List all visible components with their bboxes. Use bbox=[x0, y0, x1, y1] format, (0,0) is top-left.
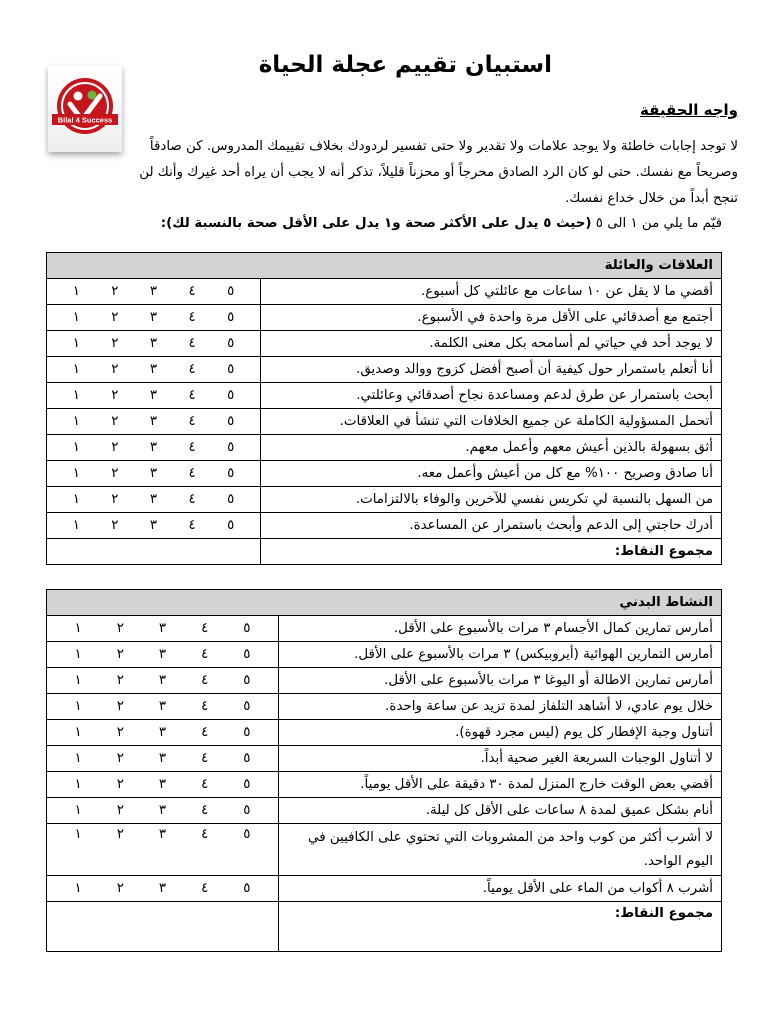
rating-option-4[interactable]: ٤ bbox=[201, 881, 209, 896]
total-value-field[interactable] bbox=[47, 539, 261, 565]
rating-option-2[interactable]: ٢ bbox=[111, 336, 119, 351]
rating-option-1[interactable]: ١ bbox=[74, 827, 82, 842]
table-row bbox=[47, 694, 722, 720]
rating-option-5[interactable]: ٥ bbox=[227, 414, 235, 429]
rating-option-4[interactable]: ٤ bbox=[201, 725, 209, 740]
section-header-row bbox=[47, 253, 722, 279]
rating-option-5[interactable]: ٥ bbox=[243, 751, 251, 766]
physical-activity-table bbox=[46, 589, 722, 952]
instruction-prefix: قيّم ما يلي من ١ الى ٥ bbox=[595, 216, 722, 231]
rating-option-3[interactable]: ٣ bbox=[149, 518, 158, 533]
rating-option-3[interactable]: ٣ bbox=[158, 777, 167, 792]
total-label: مجموع النقاط: bbox=[261, 539, 722, 565]
table-row bbox=[47, 435, 722, 461]
instruction-text bbox=[161, 216, 722, 231]
rating-option-5[interactable]: ٥ bbox=[243, 803, 251, 818]
statement-text: أمارس تمارين كمال الأجسام ٣ مرات بالأسبوع على الأقل. bbox=[279, 616, 722, 642]
rating-option-1[interactable]: ١ bbox=[74, 881, 82, 896]
rating-option-3[interactable]: ٣ bbox=[149, 414, 158, 429]
statement-text: أقضي ما لا يقل عن ١٠ ساعات مع عائلتي كل أسبوع. bbox=[261, 279, 722, 305]
rating-scale[interactable] bbox=[47, 383, 261, 409]
rating-scale[interactable] bbox=[47, 798, 279, 824]
section-title: النشاط البدني bbox=[47, 590, 722, 616]
rating-option-4[interactable]: ٤ bbox=[188, 466, 196, 481]
total-label: مجموع النقاط: bbox=[279, 902, 722, 952]
rating-option-2[interactable]: ٢ bbox=[111, 492, 119, 507]
table-row bbox=[47, 487, 722, 513]
rating-option-5[interactable]: ٥ bbox=[243, 881, 251, 896]
rating-option-1[interactable]: ١ bbox=[72, 310, 80, 325]
statement-text: أنا أتعلم باستمرار حول كيفية أن أصبح أفضل كزوج ووالد وصديق. bbox=[261, 357, 722, 383]
rating-option-1[interactable]: ١ bbox=[72, 466, 80, 481]
statement-text: خلال يوم عادي، لا أشاهد التلفاز لمدة تزيد عن ساعة واحدة. bbox=[279, 694, 722, 720]
rating-option-1[interactable]: ١ bbox=[72, 336, 80, 351]
rating-scale[interactable] bbox=[47, 357, 261, 383]
statement-text: لا أشرب أكثر من كوب واحد من المشروبات التي تحتوي على الكافيين في اليوم الواحد. bbox=[279, 824, 722, 876]
statement-text: أثق بسهولة بالذين أعيش معهم وأعمل معهم. bbox=[261, 435, 722, 461]
rating-scale[interactable] bbox=[47, 513, 261, 539]
rating-scale[interactable] bbox=[47, 279, 261, 305]
rating-option-3[interactable]: ٣ bbox=[158, 699, 167, 714]
intro-paragraph: لا توجد إجابات خاطئة ولا يوجد علامات ولا تقدير ولا حتى تفسير لردودك بخلاف تقييمك المدروس. كن صادقاً وصريحاً مع نفسك. حتى لو كان الرد الصادق محرجاً أو محزناً قليلاً، تذكر أنه لا يجب أن يراه أحد غيرك وأنك لن تنجح أبداً من خلال خداع نفسك. bbox=[139, 139, 738, 206]
total-row bbox=[47, 902, 722, 952]
table-row bbox=[47, 746, 722, 772]
rating-option-5[interactable]: ٥ bbox=[227, 310, 235, 325]
rating-option-1[interactable]: ١ bbox=[72, 518, 80, 533]
rating-option-3[interactable]: ٣ bbox=[158, 751, 167, 766]
rating-option-2[interactable]: ٢ bbox=[111, 388, 119, 403]
rating-scale[interactable] bbox=[47, 487, 261, 513]
rating-option-3[interactable]: ٣ bbox=[158, 621, 167, 636]
table-row bbox=[47, 772, 722, 798]
rating-option-4[interactable]: ٤ bbox=[188, 336, 196, 351]
rating-scale[interactable] bbox=[47, 616, 279, 642]
statement-text: أقضي بعض الوقت خارج المنزل لمدة ٣٠ دقيقة على الأقل يومياً. bbox=[279, 772, 722, 798]
table-row bbox=[47, 876, 722, 902]
table-row bbox=[47, 824, 722, 876]
rating-scale[interactable] bbox=[47, 435, 261, 461]
rating-option-2[interactable]: ٢ bbox=[111, 466, 119, 481]
logo bbox=[48, 66, 122, 152]
rating-scale[interactable] bbox=[47, 746, 279, 772]
rating-option-5[interactable]: ٥ bbox=[243, 647, 251, 662]
rating-option-4[interactable]: ٤ bbox=[188, 440, 196, 455]
rating-option-3[interactable]: ٣ bbox=[149, 440, 158, 455]
rating-option-2[interactable]: ٢ bbox=[111, 518, 119, 533]
table-row bbox=[47, 357, 722, 383]
rating-option-4[interactable]: ٤ bbox=[201, 621, 209, 636]
table-row bbox=[47, 331, 722, 357]
table-row bbox=[47, 720, 722, 746]
rating-option-4[interactable]: ٤ bbox=[201, 673, 209, 688]
rating-scale[interactable] bbox=[47, 642, 279, 668]
rating-scale[interactable] bbox=[47, 331, 261, 357]
rating-option-1[interactable]: ١ bbox=[72, 440, 80, 455]
rating-scale[interactable] bbox=[47, 668, 279, 694]
rating-option-3[interactable]: ٣ bbox=[149, 466, 158, 481]
rating-option-3[interactable]: ٣ bbox=[158, 725, 167, 740]
rating-option-2[interactable]: ٢ bbox=[116, 751, 124, 766]
rating-scale[interactable] bbox=[47, 305, 261, 331]
rating-option-2[interactable]: ٢ bbox=[111, 310, 119, 325]
rating-scale[interactable] bbox=[47, 772, 279, 798]
rating-option-1[interactable]: ١ bbox=[74, 777, 82, 792]
rating-scale[interactable] bbox=[47, 694, 279, 720]
table-row bbox=[47, 279, 722, 305]
rating-option-5[interactable]: ٥ bbox=[227, 466, 235, 481]
relationships-table bbox=[46, 252, 722, 565]
total-value-field[interactable] bbox=[47, 902, 279, 952]
rating-option-4[interactable]: ٤ bbox=[188, 414, 196, 429]
table-row bbox=[47, 383, 722, 409]
table-row bbox=[47, 798, 722, 824]
rating-option-1[interactable]: ١ bbox=[72, 492, 80, 507]
rating-option-1[interactable]: ١ bbox=[72, 414, 80, 429]
rating-option-4[interactable]: ٤ bbox=[188, 388, 196, 403]
rating-option-3[interactable]: ٣ bbox=[158, 881, 167, 896]
rating-option-5[interactable]: ٥ bbox=[227, 284, 235, 299]
rating-option-3[interactable]: ٣ bbox=[149, 492, 158, 507]
page-title: استبيان تقييم عجلة الحياة bbox=[258, 52, 552, 78]
logo-text: Bilal 4 Success bbox=[57, 115, 113, 125]
rating-option-5[interactable]: ٥ bbox=[227, 518, 235, 533]
rating-option-3[interactable]: ٣ bbox=[158, 647, 167, 662]
rating-option-4[interactable]: ٤ bbox=[201, 699, 209, 714]
section-header-row bbox=[47, 590, 722, 616]
statement-text: من السهل بالنسبة لي تكريس نفسي للآخرين والوفاء بالالتزامات. bbox=[261, 487, 722, 513]
statement-text: أمارس التمارين الهوائية (أيروبيكس) ٣ مرات بالأسبوع على الأقل. bbox=[279, 642, 722, 668]
rating-option-4[interactable]: ٤ bbox=[188, 284, 196, 299]
rating-option-3[interactable]: ٣ bbox=[149, 284, 158, 299]
rating-option-1[interactable]: ١ bbox=[74, 621, 82, 636]
rating-option-5[interactable]: ٥ bbox=[243, 725, 251, 740]
rating-scale[interactable] bbox=[47, 824, 279, 876]
rating-option-2[interactable]: ٢ bbox=[111, 284, 119, 299]
statement-text: أشرب ٨ أكواب من الماء على الأقل يومياً. bbox=[279, 876, 722, 902]
rating-option-2[interactable]: ٢ bbox=[111, 414, 119, 429]
rating-option-1[interactable]: ١ bbox=[74, 699, 82, 714]
rating-option-5[interactable]: ٥ bbox=[243, 699, 251, 714]
total-row bbox=[47, 539, 722, 565]
rating-option-2[interactable]: ٢ bbox=[116, 699, 124, 714]
rating-option-1[interactable]: ١ bbox=[74, 751, 82, 766]
rating-option-3[interactable]: ٣ bbox=[158, 827, 167, 842]
table-row bbox=[47, 305, 722, 331]
rating-option-4[interactable]: ٤ bbox=[201, 751, 209, 766]
rating-option-1[interactable]: ١ bbox=[72, 388, 80, 403]
rating-option-2[interactable]: ٢ bbox=[116, 777, 124, 792]
rating-scale[interactable] bbox=[47, 409, 261, 435]
rating-option-5[interactable]: ٥ bbox=[227, 336, 235, 351]
section-subtitle: واجه الحقيقة bbox=[640, 101, 738, 119]
rating-option-4[interactable]: ٤ bbox=[201, 827, 209, 842]
table-row bbox=[47, 461, 722, 487]
rating-option-1[interactable]: ١ bbox=[74, 673, 82, 688]
rating-option-1[interactable]: ١ bbox=[74, 647, 82, 662]
rating-option-3[interactable]: ٣ bbox=[149, 388, 158, 403]
statement-text: أتحمل المسؤولية الكاملة عن جميع الخلافات التي تنشأ في العلاقات. bbox=[261, 409, 722, 435]
rating-option-5[interactable]: ٥ bbox=[227, 492, 235, 507]
rating-option-5[interactable]: ٥ bbox=[227, 440, 235, 455]
logo-emblem-icon bbox=[48, 66, 122, 152]
statement-text: أجتمع مع أصدقائي على الأقل مرة واحدة في الأسبوع. bbox=[261, 305, 722, 331]
rating-option-2[interactable]: ٢ bbox=[116, 725, 124, 740]
table-row bbox=[47, 513, 722, 539]
rating-option-4[interactable]: ٤ bbox=[188, 492, 196, 507]
rating-option-2[interactable]: ٢ bbox=[116, 881, 124, 896]
rating-option-2[interactable]: ٢ bbox=[116, 647, 124, 662]
rating-option-3[interactable]: ٣ bbox=[158, 803, 167, 818]
rating-option-2[interactable]: ٢ bbox=[116, 673, 124, 688]
rating-option-5[interactable]: ٥ bbox=[243, 673, 251, 688]
rating-option-4[interactable]: ٤ bbox=[201, 803, 209, 818]
rating-option-3[interactable]: ٣ bbox=[149, 310, 158, 325]
rating-option-3[interactable]: ٣ bbox=[158, 673, 167, 688]
rating-option-5[interactable]: ٥ bbox=[243, 777, 251, 792]
rating-option-1[interactable]: ١ bbox=[74, 725, 82, 740]
statement-text: أنا صادق وصريح ١٠٠% مع كل من أعيش وأعمل معه. bbox=[261, 461, 722, 487]
rating-option-5[interactable]: ٥ bbox=[227, 362, 235, 377]
rating-option-4[interactable]: ٤ bbox=[201, 777, 209, 792]
statement-text: أدرك حاجتي إلى الدعم وأبحث باستمرار عن المساعدة. bbox=[261, 513, 722, 539]
rating-option-5[interactable]: ٥ bbox=[243, 621, 251, 636]
rating-scale[interactable] bbox=[47, 461, 261, 487]
rating-option-5[interactable]: ٥ bbox=[243, 827, 251, 842]
table-row bbox=[47, 616, 722, 642]
rating-option-4[interactable]: ٤ bbox=[188, 362, 196, 377]
rating-option-4[interactable]: ٤ bbox=[188, 518, 196, 533]
section-title: العلاقات والعائلة bbox=[47, 253, 722, 279]
statement-text: أمارس تمارين الاطالة أو اليوغا ٣ مرات بالأسبوع على الأقل. bbox=[279, 668, 722, 694]
rating-option-4[interactable]: ٤ bbox=[188, 310, 196, 325]
statement-text: أنام بشكل عميق لمدة ٨ ساعات على الأقل كل ليلة. bbox=[279, 798, 722, 824]
instruction-bold: (حيث ٥ يدل على الأكثر صحة و١ يدل على الأقل صحة بالنسبة لك): bbox=[160, 216, 592, 231]
table-row bbox=[47, 668, 722, 694]
statement-text: أبحث باستمرار عن طرق لدعم ومساعدة نجاح أصدقائي وعائلتي. bbox=[261, 383, 722, 409]
rating-option-1[interactable]: ١ bbox=[72, 284, 80, 299]
statement-text: أتناول وجبة الإفطار كل يوم (ليس مجرد قهوة). bbox=[279, 720, 722, 746]
rating-option-2[interactable]: ٢ bbox=[111, 362, 119, 377]
table-row bbox=[47, 642, 722, 668]
rating-option-1[interactable]: ١ bbox=[74, 803, 82, 818]
rating-option-4[interactable]: ٤ bbox=[201, 647, 209, 662]
rating-option-5[interactable]: ٥ bbox=[227, 388, 235, 403]
rating-option-3[interactable]: ٣ bbox=[149, 362, 158, 377]
rating-option-2[interactable]: ٢ bbox=[116, 621, 124, 636]
table-row bbox=[47, 409, 722, 435]
rating-option-2[interactable]: ٢ bbox=[116, 803, 124, 818]
rating-scale[interactable] bbox=[47, 876, 279, 902]
rating-option-2[interactable]: ٢ bbox=[116, 827, 124, 842]
rating-option-2[interactable]: ٢ bbox=[111, 440, 119, 455]
rating-scale[interactable] bbox=[47, 720, 279, 746]
statement-text: لا أتناول الوجبات السريعة الغير صحية أبداً. bbox=[279, 746, 722, 772]
rating-option-3[interactable]: ٣ bbox=[149, 336, 158, 351]
rating-option-1[interactable]: ١ bbox=[72, 362, 80, 377]
statement-text: لا يوجد أحد في حياتي لم أسامحه بكل معنى الكلمة. bbox=[261, 331, 722, 357]
